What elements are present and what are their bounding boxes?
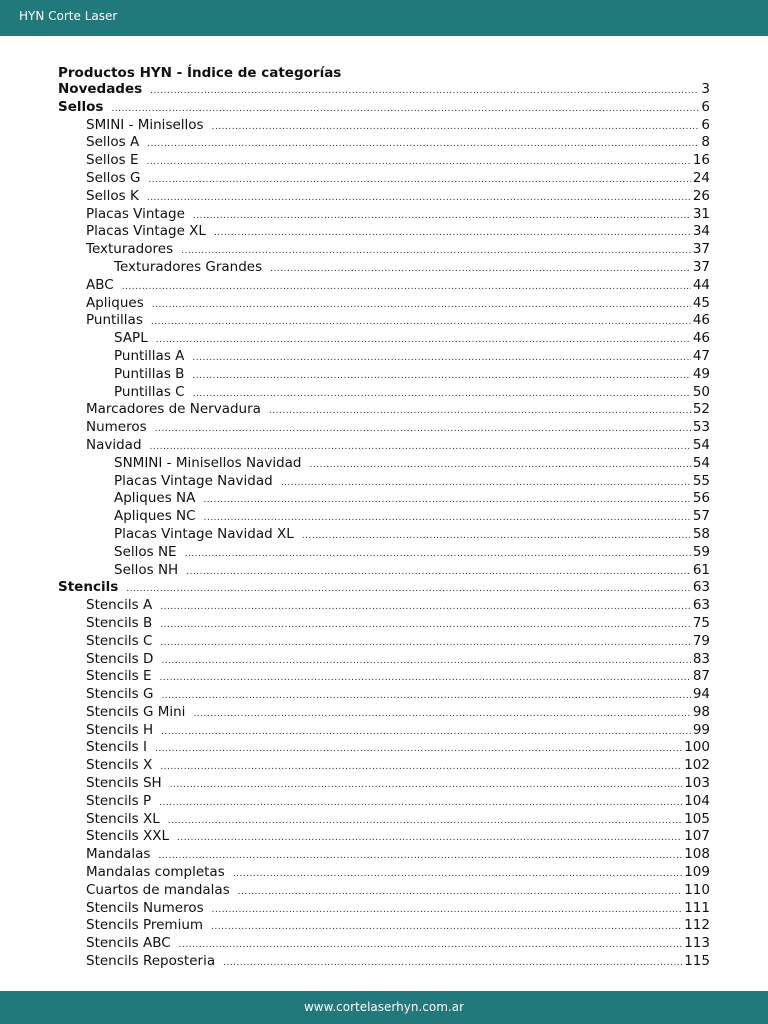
footer-website-link[interactable]: www.cortelaserhyn.com.ar [303, 1000, 465, 1014]
toc-entry-label: Puntillas A [114, 347, 185, 364]
toc-entry-page-number: 112 [684, 917, 710, 934]
toc-entry[interactable] [58, 419, 710, 437]
toc-entry-page-number: 110 [684, 881, 710, 898]
toc-entry-label: Placas Vintage Navidad XL [114, 525, 294, 542]
toc-entry-page-number: 31 [692, 205, 710, 222]
toc-entry-label: Texturadores Grandes [114, 258, 263, 275]
toc-entry[interactable] [58, 793, 710, 811]
toc-entry-page-number: 104 [684, 792, 710, 809]
toc-entry-page-number: 52 [692, 401, 710, 418]
toc-entry-label: Stencils G [86, 686, 154, 703]
toc-entry-label: Sellos NH [114, 561, 179, 578]
toc-entry-label: ABC [86, 276, 114, 293]
toc-entry-page-number: 83 [692, 650, 710, 667]
toc-entry-page-number: 103 [684, 775, 710, 792]
toc-entry-label: SNMINI - Minisellos Navidad [114, 454, 302, 471]
toc-entry-label: Puntillas C [114, 383, 185, 400]
toc-entry[interactable] [58, 686, 710, 704]
toc-entry-page-number: 98 [692, 703, 710, 720]
toc-entry-label: Navidad [86, 436, 142, 453]
toc-entry-label: Sellos NE [114, 543, 177, 560]
toc-entry-page-number: 57 [692, 508, 710, 525]
toc-entry[interactable] [58, 384, 710, 402]
toc-entry-page-number: 109 [684, 864, 710, 881]
toc-entry-label: Stencils G Mini [86, 703, 186, 720]
toc-entry-page-number: 94 [692, 686, 710, 703]
brand-name: HYN Corte Laser [19, 9, 118, 23]
toc-entry-page-number: 102 [684, 757, 710, 774]
toc-entry[interactable] [58, 99, 710, 117]
toc-entry-label: Novedades [58, 81, 143, 97]
toc-entry[interactable] [58, 312, 710, 330]
toc-entry-page-number: 54 [692, 454, 710, 471]
toc-entry-page-number: 75 [692, 614, 710, 631]
toc-entry-page-number: 59 [692, 543, 710, 560]
toc-entry-label: Stencils D [86, 650, 154, 667]
toc-entry-label: Marcadores de Nervadura [86, 401, 261, 418]
toc-entry[interactable] [58, 490, 710, 508]
toc-dot-leader [223, 953, 682, 973]
toc-entry-label: Stencils ABC [86, 935, 171, 952]
toc-entry-label: Apliques NC [114, 508, 196, 525]
toc-entry[interactable] [58, 828, 710, 846]
toc-entry[interactable] [58, 935, 710, 953]
toc-entry-page-number: 37 [692, 258, 710, 275]
footer-bar [0, 991, 768, 1024]
toc-entry-label: Numeros [86, 419, 147, 436]
toc-entry-page-number: 61 [692, 561, 710, 578]
toc-entry-page-number: 56 [692, 490, 710, 507]
toc-entry-page-number: 46 [692, 312, 710, 329]
toc-entry-label: Placas Vintage [86, 205, 185, 222]
toc-entry[interactable] [58, 170, 710, 188]
toc-entry[interactable] [58, 739, 710, 757]
toc-entry[interactable] [58, 544, 710, 562]
toc-entry-page-number: 6 [701, 116, 710, 133]
toc-entry-label: Placas Vintage XL [86, 223, 206, 240]
toc-entry[interactable] [58, 117, 710, 135]
toc-entry-page-number: 108 [684, 846, 710, 863]
toc-entry-label: Stencils B [86, 614, 153, 631]
toc-entry[interactable] [58, 223, 710, 241]
toc-entry[interactable] [58, 348, 710, 366]
toc-entry-label: Puntillas B [114, 365, 185, 382]
toc-entry[interactable] [58, 508, 710, 526]
toc-entry[interactable] [58, 134, 710, 152]
toc-entry[interactable] [58, 882, 710, 900]
toc-entry-page-number: 3 [701, 81, 710, 97]
toc-entry-page-number: 49 [692, 365, 710, 382]
toc-entry-label: Stencils X [86, 757, 153, 774]
toc-entry-label: Sellos A [86, 134, 140, 151]
toc-entry-label: Stencils Reposteria [86, 953, 216, 970]
toc-entry[interactable] [58, 188, 710, 206]
toc-entry[interactable] [58, 615, 710, 633]
toc-entry[interactable] [58, 473, 710, 491]
toc-entry[interactable] [58, 775, 710, 793]
toc-entry-label: Stencils P [86, 792, 152, 809]
toc-entry[interactable] [58, 366, 710, 384]
toc-entry[interactable] [58, 81, 710, 99]
toc-entry[interactable] [58, 704, 710, 722]
table-of-contents [58, 81, 710, 971]
toc-entry[interactable] [58, 330, 710, 348]
toc-entry[interactable] [58, 401, 710, 419]
toc-entry-page-number: 46 [692, 330, 710, 347]
toc-entry[interactable] [58, 900, 710, 918]
toc-entry-label: Mandalas [86, 846, 151, 863]
toc-entry[interactable] [58, 633, 710, 651]
toc-entry-label: Texturadores [86, 241, 174, 258]
toc-entry-label: Stencils SH [86, 775, 162, 792]
top-header-bar [0, 0, 768, 36]
toc-entry-page-number: 111 [684, 899, 710, 916]
toc-entry[interactable] [58, 455, 710, 473]
toc-entry-label: Stencils A [86, 597, 153, 614]
toc-entry-label: Stencils Numeros [86, 899, 204, 916]
toc-entry-label: Sellos K [86, 187, 139, 204]
toc-entry-label: Stencils E [86, 668, 152, 685]
toc-entry-page-number: 113 [684, 935, 710, 952]
toc-entry-page-number: 50 [692, 383, 710, 400]
toc-entry-label: Placas Vintage Navidad [114, 472, 273, 489]
toc-entry-page-number: 24 [692, 169, 710, 186]
toc-entry[interactable] [58, 953, 710, 971]
toc-entry-page-number: 53 [692, 419, 710, 436]
toc-entry-page-number: 44 [692, 276, 710, 293]
toc-entry[interactable] [58, 295, 710, 313]
toc-entry-page-number: 6 [701, 98, 710, 115]
toc-entry[interactable] [58, 241, 710, 259]
toc-entry-label: Sellos [58, 98, 104, 115]
toc-entry[interactable] [58, 864, 710, 882]
toc-entry-label: Sellos E [86, 152, 139, 169]
toc-entry[interactable] [58, 562, 710, 580]
toc-entry-page-number: 55 [692, 472, 710, 489]
toc-entry-label: Apliques [86, 294, 144, 311]
toc-entry-label: Stencils [58, 579, 119, 596]
toc-entry[interactable] [58, 526, 710, 544]
toc-entry[interactable] [58, 757, 710, 775]
toc-entry-label: SMINI - Minisellos [86, 116, 204, 133]
toc-entry-label: Stencils Premium [86, 917, 204, 934]
toc-entry[interactable] [58, 597, 710, 615]
toc-entry[interactable] [58, 722, 710, 740]
toc-entry-page-number: 107 [684, 828, 710, 845]
toc-entry[interactable] [58, 437, 710, 455]
toc-entry[interactable] [58, 579, 710, 597]
document-title: Productos HYN - Índice de categorías [58, 65, 342, 81]
toc-entry-label: Cuartos de mandalas [86, 881, 230, 898]
toc-entry-page-number: 99 [692, 721, 710, 738]
toc-entry[interactable] [58, 651, 710, 669]
toc-entry-label: Sellos G [86, 169, 141, 186]
toc-entry-page-number: 87 [692, 668, 710, 685]
toc-entry-page-number: 34 [692, 223, 710, 240]
toc-entry[interactable] [58, 846, 710, 864]
toc-entry[interactable] [58, 811, 710, 829]
toc-entry-label: Stencils XL [86, 810, 160, 827]
toc-entry[interactable] [58, 668, 710, 686]
toc-entry-label: Apliques NA [114, 490, 196, 507]
toc-entry-page-number: 105 [684, 810, 710, 827]
toc-entry-label: Mandalas completas [86, 864, 225, 881]
toc-entry-page-number: 47 [692, 347, 710, 364]
toc-entry-page-number: 63 [692, 597, 710, 614]
toc-entry-label: Stencils XXL [86, 828, 169, 845]
toc-entry[interactable] [58, 259, 710, 277]
toc-entry-page-number: 100 [684, 739, 710, 756]
toc-entry-label: SAPL [114, 330, 148, 347]
toc-entry-page-number: 45 [692, 294, 710, 311]
toc-entry[interactable] [58, 206, 710, 224]
toc-entry-label: Stencils I [86, 739, 147, 756]
toc-entry[interactable] [58, 917, 710, 935]
toc-entry-page-number: 16 [692, 152, 710, 169]
toc-entry[interactable] [58, 277, 710, 295]
toc-entry-page-number: 37 [692, 241, 710, 258]
toc-entry-page-number: 26 [692, 187, 710, 204]
toc-entry-page-number: 58 [692, 525, 710, 542]
toc-entry-page-number: 115 [684, 953, 710, 970]
toc-entry-page-number: 8 [701, 134, 710, 151]
toc-entry[interactable] [58, 152, 710, 170]
toc-entry-label: Stencils H [86, 721, 154, 738]
toc-entry-page-number: 54 [692, 436, 710, 453]
toc-entry-label: Puntillas [86, 312, 143, 329]
toc-entry-page-number: 63 [692, 579, 710, 596]
toc-entry-label: Stencils C [86, 632, 153, 649]
toc-entry-page-number: 79 [692, 632, 710, 649]
